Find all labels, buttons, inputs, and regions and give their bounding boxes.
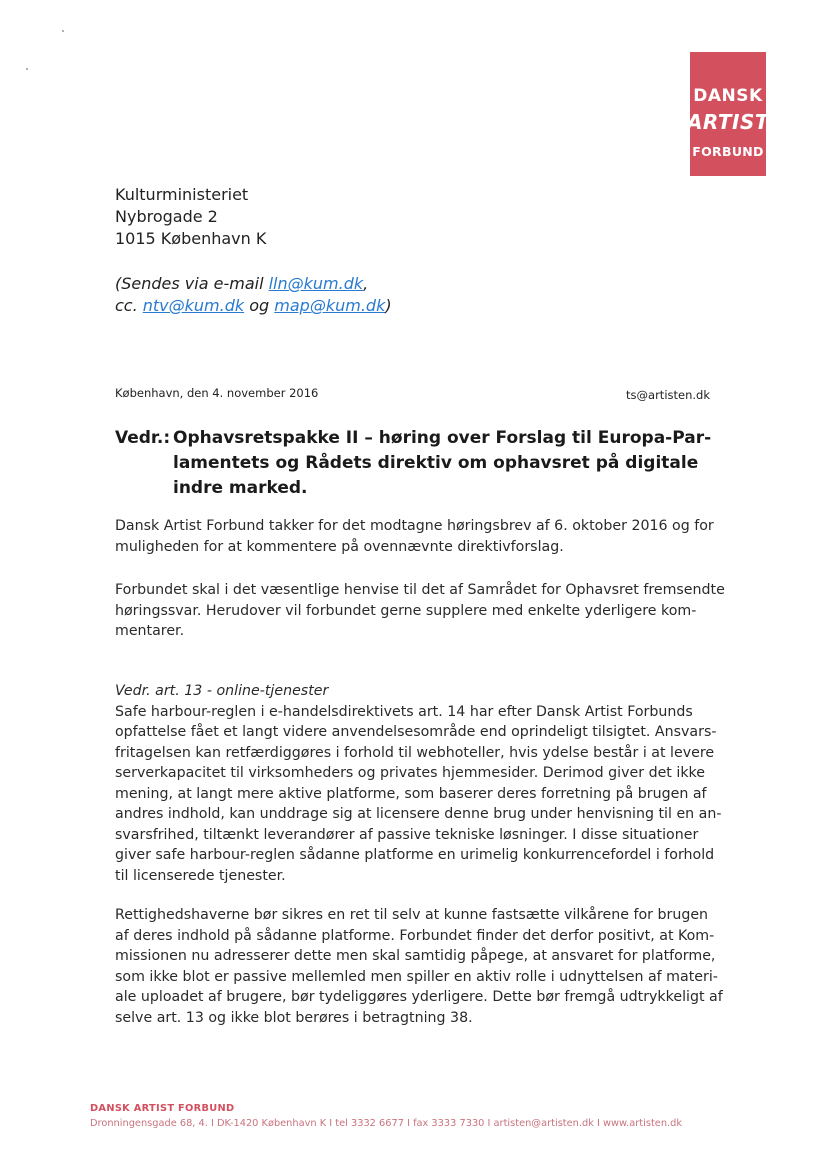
subject-line-2: lamentets og Rådets direktiv om ophavsret på digitale — [173, 453, 699, 473]
paragraph-line: mentarer. — [115, 623, 185, 639]
email-link-ntv[interactable]: ntv@kum.dk — [142, 296, 245, 315]
section-heading-art-13: Vedr. art. 13 - online-tjenester — [115, 683, 329, 699]
email-link-lln[interactable]: lln@kum.dk — [268, 274, 364, 293]
sent-via-prefix: (Sendes via e-mail — [115, 274, 269, 293]
paragraph-4 — [115, 905, 723, 1028]
paragraph-line: Rettighedshaverne bør sikres en ret til selv at kunne fastsætte vilkårene for brugen — [115, 907, 709, 923]
paragraph-line: Forbundet skal i det væsentlige henvise til det af Samrådet for Ophavsret fremsendte — [115, 582, 725, 598]
footer-organization-name: DANSK ARTIST FORBUND — [90, 1103, 235, 1114]
sent-via-suffix: ) — [385, 296, 392, 315]
sender-email: ts@artisten.dk — [626, 388, 710, 402]
paragraph-3 — [115, 681, 722, 886]
paragraph-line: Dansk Artist Forbund takker for det modtagne høringsbrev af 6. oktober 2016 og for — [115, 518, 714, 534]
subject-heading — [115, 426, 725, 501]
paragraph-line: til licenserede tjenester. — [115, 867, 286, 884]
sent-via-note — [115, 273, 392, 317]
logo-word-artist: ARTIST — [686, 110, 770, 134]
paragraph-line: giver safe harbour-reglen sådanne platforme en urimelig konkurrencefordel i forhold — [115, 847, 715, 863]
paragraph-line: selve art. 13 og ikke blot berøres i betragtning 38. — [115, 1009, 473, 1026]
subject-line-3: indre marked. — [173, 478, 308, 498]
logo-word-forbund: FORBUND — [692, 144, 764, 159]
logo-word-dansk: DANSK — [693, 86, 763, 106]
subject-label: Vedr.: — [115, 428, 171, 448]
footer-contact-line: Dronningensgade 68, 4. I DK-1420 København K I tel 3332 6677 I fax 3333 7330 I artisten@artisten.dk I www.artisten.dk — [90, 1118, 683, 1129]
place-date: København, den 4. november 2016 — [115, 386, 319, 400]
sent-via-comma: , — [363, 274, 369, 293]
paragraph-line: mening, at langt mere aktive platforme, som baserer deres forretning på brugen af — [115, 785, 707, 802]
recipient-city: 1015 København K — [115, 229, 267, 248]
paragraph-1 — [115, 516, 715, 557]
paragraph-line: Safe harbour-reglen i e-handelsdirektivets art. 14 har efter Dansk Artist Forbunds — [115, 703, 693, 720]
recipient-street: Nybrogade 2 — [115, 207, 218, 226]
recipient-address — [115, 184, 266, 250]
subject-line-1: Ophavsretspakke II – høring over Forslag til Europa-Par- — [173, 428, 712, 448]
paragraph-line: svarsfrihed, tiltænkt leverandører af passive tekniske løsninger. I disse situationer — [115, 826, 699, 843]
paragraph-line: muligheden for at kommentere på ovennævnte direktivforslag. — [115, 538, 564, 555]
letter-footer — [90, 1103, 682, 1129]
paragraph-line: fritagelsen kan retfærdiggøres i forhold til webhoteller, hvis ydelse består i at levere — [115, 744, 715, 761]
email-link-map[interactable]: map@kum.dk — [274, 296, 386, 315]
cc-prefix: cc. — [115, 296, 143, 315]
recipient-name: Kulturministeriet — [115, 185, 249, 204]
paragraph-line: missionen nu adresserer dette men skal samtidig påpege, at ansvaret for platforme, — [115, 948, 716, 964]
paragraph-line: opfattelse fået et langt videre anvendelsesområde end oprindeligt tilsigtet. Ansvars- — [115, 724, 717, 740]
paragraph-line: som ikke blot er passive mellemled men spiller en aktiv rolle i udnyttelsen af materi- — [115, 968, 718, 985]
paragraph-line: høringssvar. Herudover vil forbundet gerne supplere med enkelte yderligere kom- — [115, 602, 697, 619]
paragraph-line: serverkapacitet til virksomheders og privates hjemmesider. Derimod giver det ikke — [115, 765, 705, 781]
paragraph-line: af deres indhold på sådanne platforme. Forbundet finder det derfor positivt, at Kom- — [115, 927, 715, 944]
paragraph-line: ale uploadet af brugere, bør tydeliggøres yderligere. Dette bør fremgå udtrykkeligt af — [115, 989, 723, 1005]
paragraph-line: andres indhold, kan unddrage sig at licensere denne brug under henvisning til en an- — [115, 806, 722, 822]
dansk-artist-forbund-logo — [686, 52, 770, 176]
cc-og: og — [244, 296, 275, 315]
paragraph-2 — [115, 580, 725, 642]
